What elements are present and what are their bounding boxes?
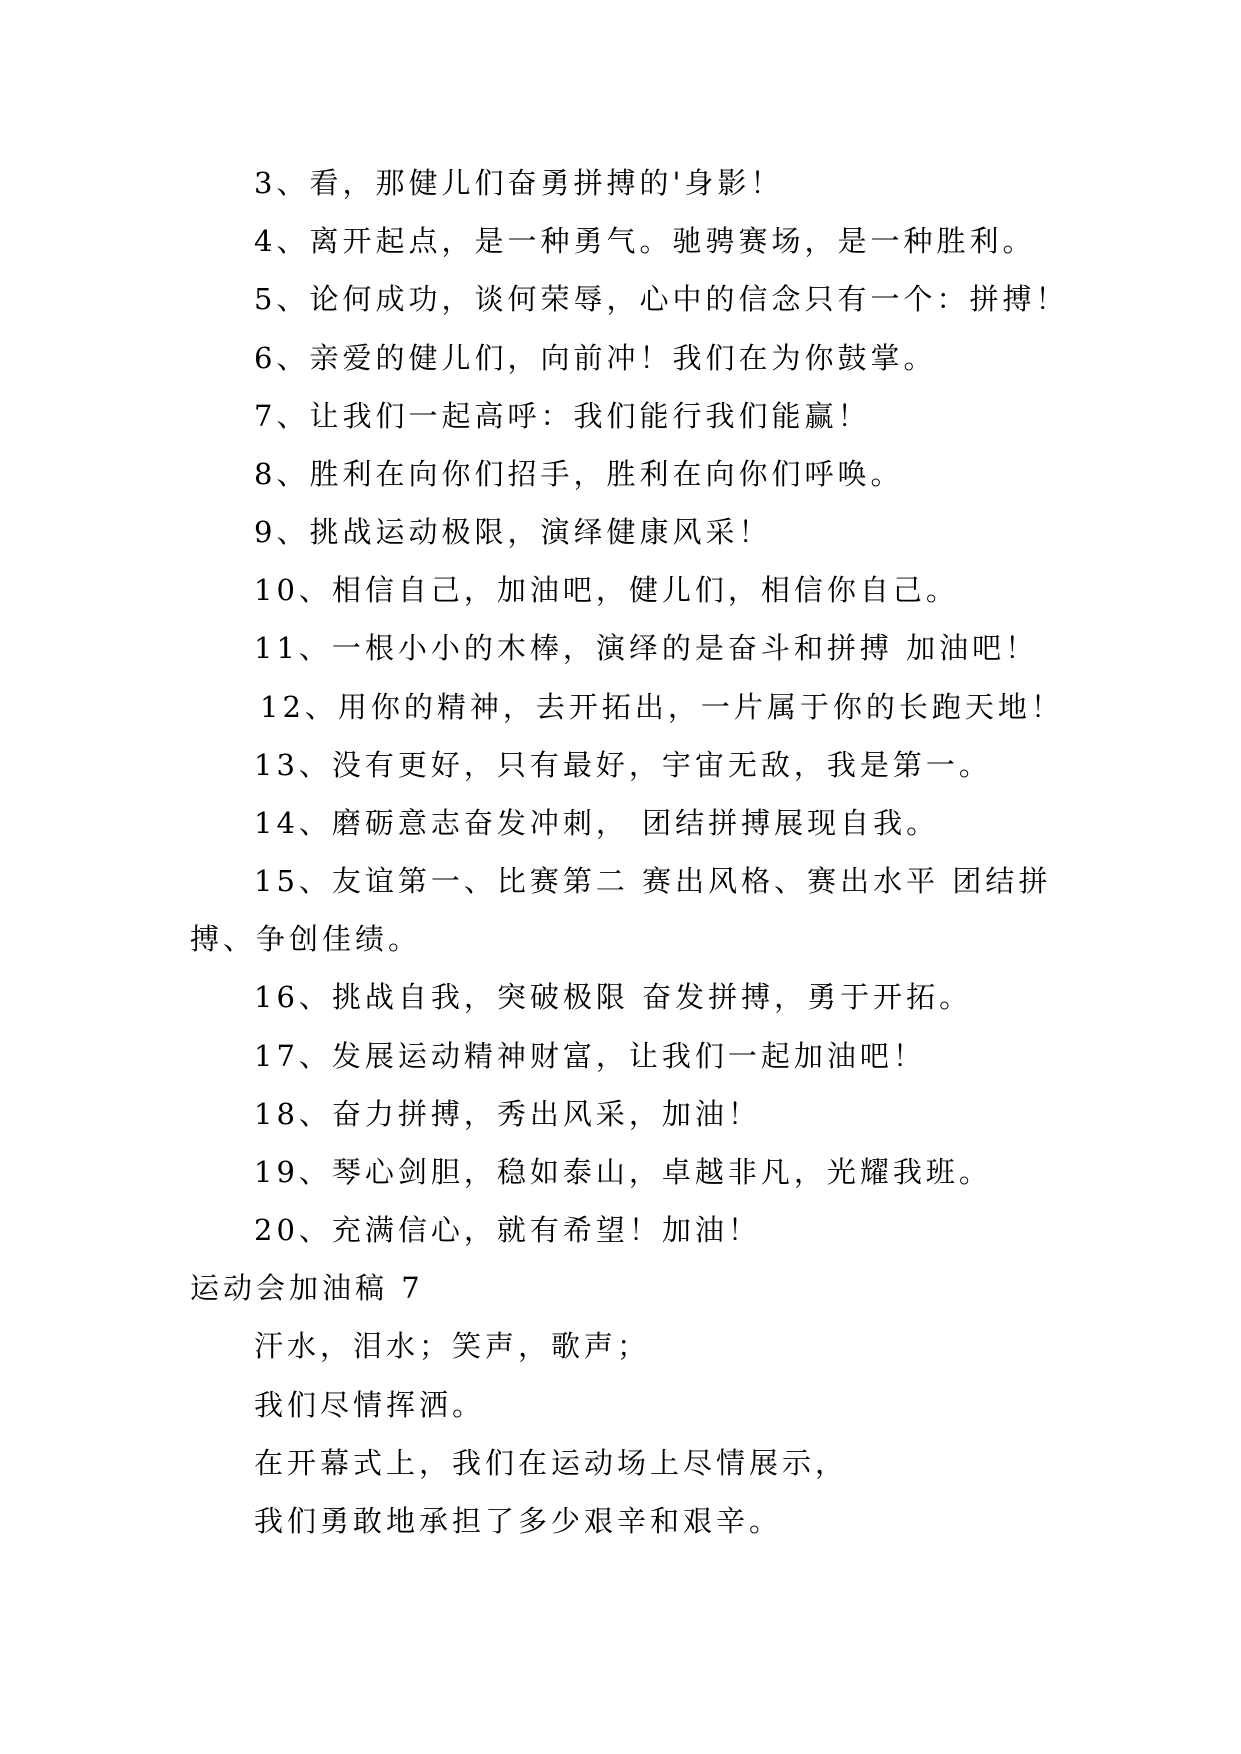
poem-line: 我们尽情挥洒。 (254, 1388, 486, 1422)
list-item: 18、奋力拼搏，秀出风采，加油！ (254, 1097, 761, 1131)
list-item: 13、没有更好，只有最好，宇宙无敌，我是第一。 (254, 748, 992, 782)
list-item: 17、发展运动精神财富，让我们一起加油吧！ (254, 1039, 926, 1073)
list-item: 14、磨砺意志奋发冲刺， 团结拼搏展现自我。 (254, 806, 940, 840)
section-title: 运动会加油稿 7 (190, 1271, 424, 1305)
poem-line: 我们勇敢地承担了多少艰辛和艰辛。 (254, 1504, 783, 1538)
list-item: 15、友谊第一、比赛第二 赛出风格、赛出水平 团结拼 (254, 864, 1052, 898)
list-item-continuation: 搏、争创佳绩。 (190, 922, 422, 956)
list-item: 9、挑战运动极限，演绎健康风采！ (254, 515, 772, 549)
list-item: 19、琴心剑胆，稳如泰山，卓越非凡，光耀我班。 (254, 1155, 992, 1189)
list-item: 16、挑战自我，突破极限 奋发拼搏，勇于开拓。 (254, 980, 973, 1014)
list-item: 7、让我们一起高呼：我们能行我们能赢！ (254, 399, 871, 433)
list-item: 11、一根小小的木棒，演绎的是奋斗和拼搏 加油吧！ (254, 631, 1039, 665)
list-item: 12、用你的精神，去开拓出，一片属于你的长跑天地！ (260, 690, 1064, 724)
list-item: 20、充满信心，就有希望！加油！ (254, 1213, 761, 1247)
poem-line: 汗水，泪水；笑声，歌声； (254, 1329, 651, 1363)
list-item: 3、看，那健儿们奋勇拼搏的'身影！ (254, 166, 784, 200)
list-item: 10、相信自己，加油吧，健儿们，相信你自己。 (254, 573, 959, 607)
list-item: 8、胜利在向你们招手，胜利在向你们呼唤。 (254, 457, 904, 491)
poem-line: 在开幕式上，我们在运动场上尽情展示， (254, 1446, 849, 1480)
list-item: 5、论何成功，谈何荣辱，心中的信念只有一个：拼搏！ (254, 282, 1069, 316)
list-item: 6、亲爱的健儿们，向前冲！我们在为你鼓掌。 (254, 341, 937, 375)
list-item: 4、离开起点，是一种勇气。驰骋赛场，是一种胜利。 (254, 224, 1036, 258)
